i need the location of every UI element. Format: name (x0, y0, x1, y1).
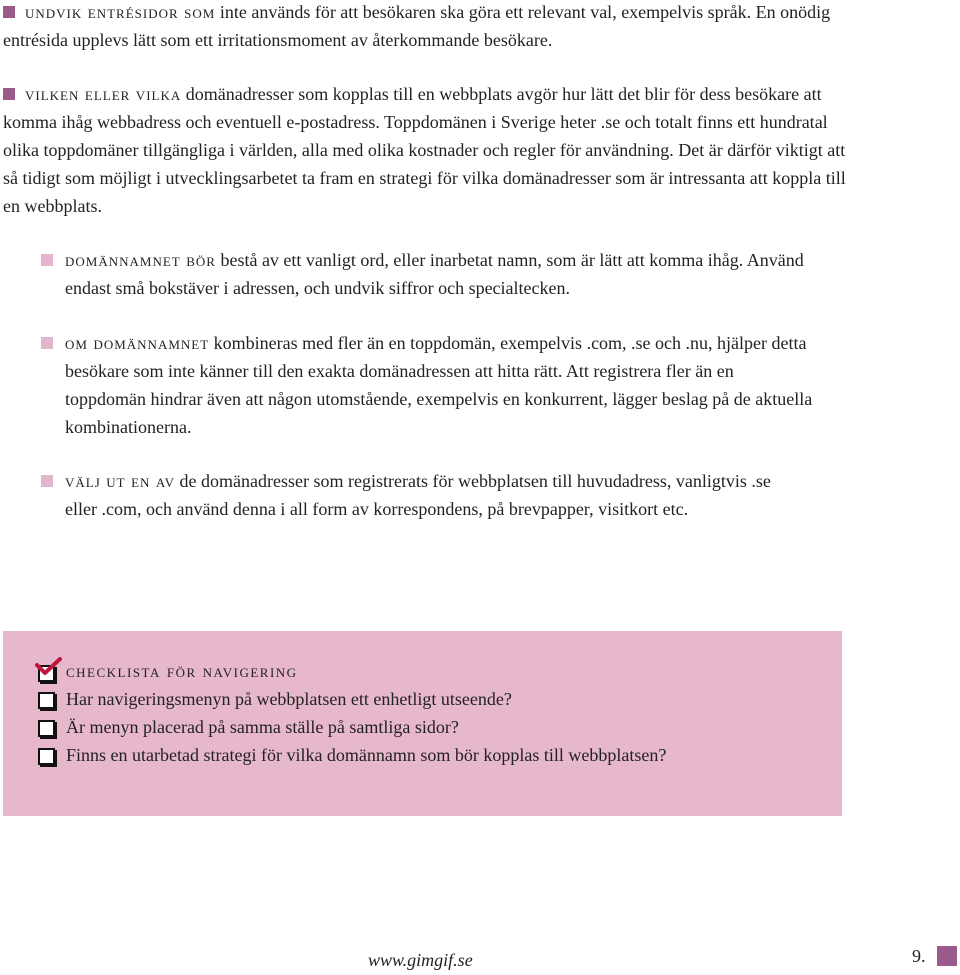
paragraph-entry-pages (3, 0, 843, 54)
checklist-panel (3, 631, 842, 816)
checkbox-icon[interactable] (38, 748, 55, 765)
checkbox-icon[interactable] (38, 692, 55, 709)
checklist-item-label: Är menyn placerad på samma ställe på samtliga sidor? (66, 717, 459, 737)
paragraph-text: bestå av ett vanligt ord, eller inarbetat namn, som är lätt att komma ihåg. Använd endast små bokstäver i adressen, och undvik siffror och specialtecken. (65, 250, 804, 298)
checklist-item-label: Finns en utarbetad strategi för vilka domännamn som bör kopplas till webbplatsen? (66, 745, 667, 765)
checklist-item-label: Har navigeringsmenyn på webbplatsen ett enhetligt utseende? (66, 689, 512, 709)
paragraph-lead: vilken eller vilka (25, 84, 182, 104)
page-number: 9. (912, 946, 926, 966)
page-square-icon (937, 946, 957, 966)
paragraph-domain-addresses (3, 80, 848, 220)
paragraph-multiple-tlds (65, 329, 815, 441)
bullet-square-icon (41, 475, 53, 487)
bullet-square-icon (41, 254, 53, 266)
paragraph-text: domänadresser som kopplas till en webbplats avgör hur lätt det blir för dess besökare att komma ihåg webbadress och eventuell e-postadress. Toppdomänen i Sverige heter .se och totalt finns ett hundratal olika toppdomäner tillgängliga i världen, alla med olika kostnader och regler för användning. Det är därför viktigt att så tidigt som möjligt i utvecklingsarbetet ta fram en strategi för vilka domänadresser som är intressanta att koppla till en webbplats. (3, 84, 846, 216)
paragraph-lead: domännamnet bör (65, 250, 216, 270)
paragraph-lead: om domännamnet (65, 333, 210, 353)
checkbox-icon[interactable] (38, 720, 55, 737)
check-mark-icon (34, 657, 64, 679)
paragraph-text: de domänadresser som registrerats för webbplatsen till huvudadress, vanligtvis .se eller .com, och använd denna i all form av korrespondens, på brevpapper, visitkort etc. (65, 471, 771, 519)
paragraph-domain-name (65, 246, 835, 302)
footer-website-link[interactable]: www.gimgif.se (368, 950, 473, 970)
paragraph-lead: undvik entrésidor som (25, 2, 216, 22)
paragraph-main-address (65, 467, 805, 523)
paragraph-text: inte används för att besökaren ska göra ett relevant val, exempelvis språk. En onödig entrésida upplevs lätt som ett irritationsmoment av återkommande besökare. (3, 2, 831, 50)
paragraph-lead: välj ut en av (65, 471, 176, 491)
paragraph-text: kombineras med fler än en toppdomän, exempelvis .com, .se och .nu, hjälper detta besökare som inte känner till den exakta domänadressen att hitta rätt. Att registrera fler än en toppdomän hindrar även att någon utomstående, exempelvis en konkurrent, lägger beslag på de aktuella kombinationerna. (65, 333, 813, 437)
bullet-square-icon (41, 337, 53, 349)
checklist-title: checklista för navigering (66, 661, 298, 681)
